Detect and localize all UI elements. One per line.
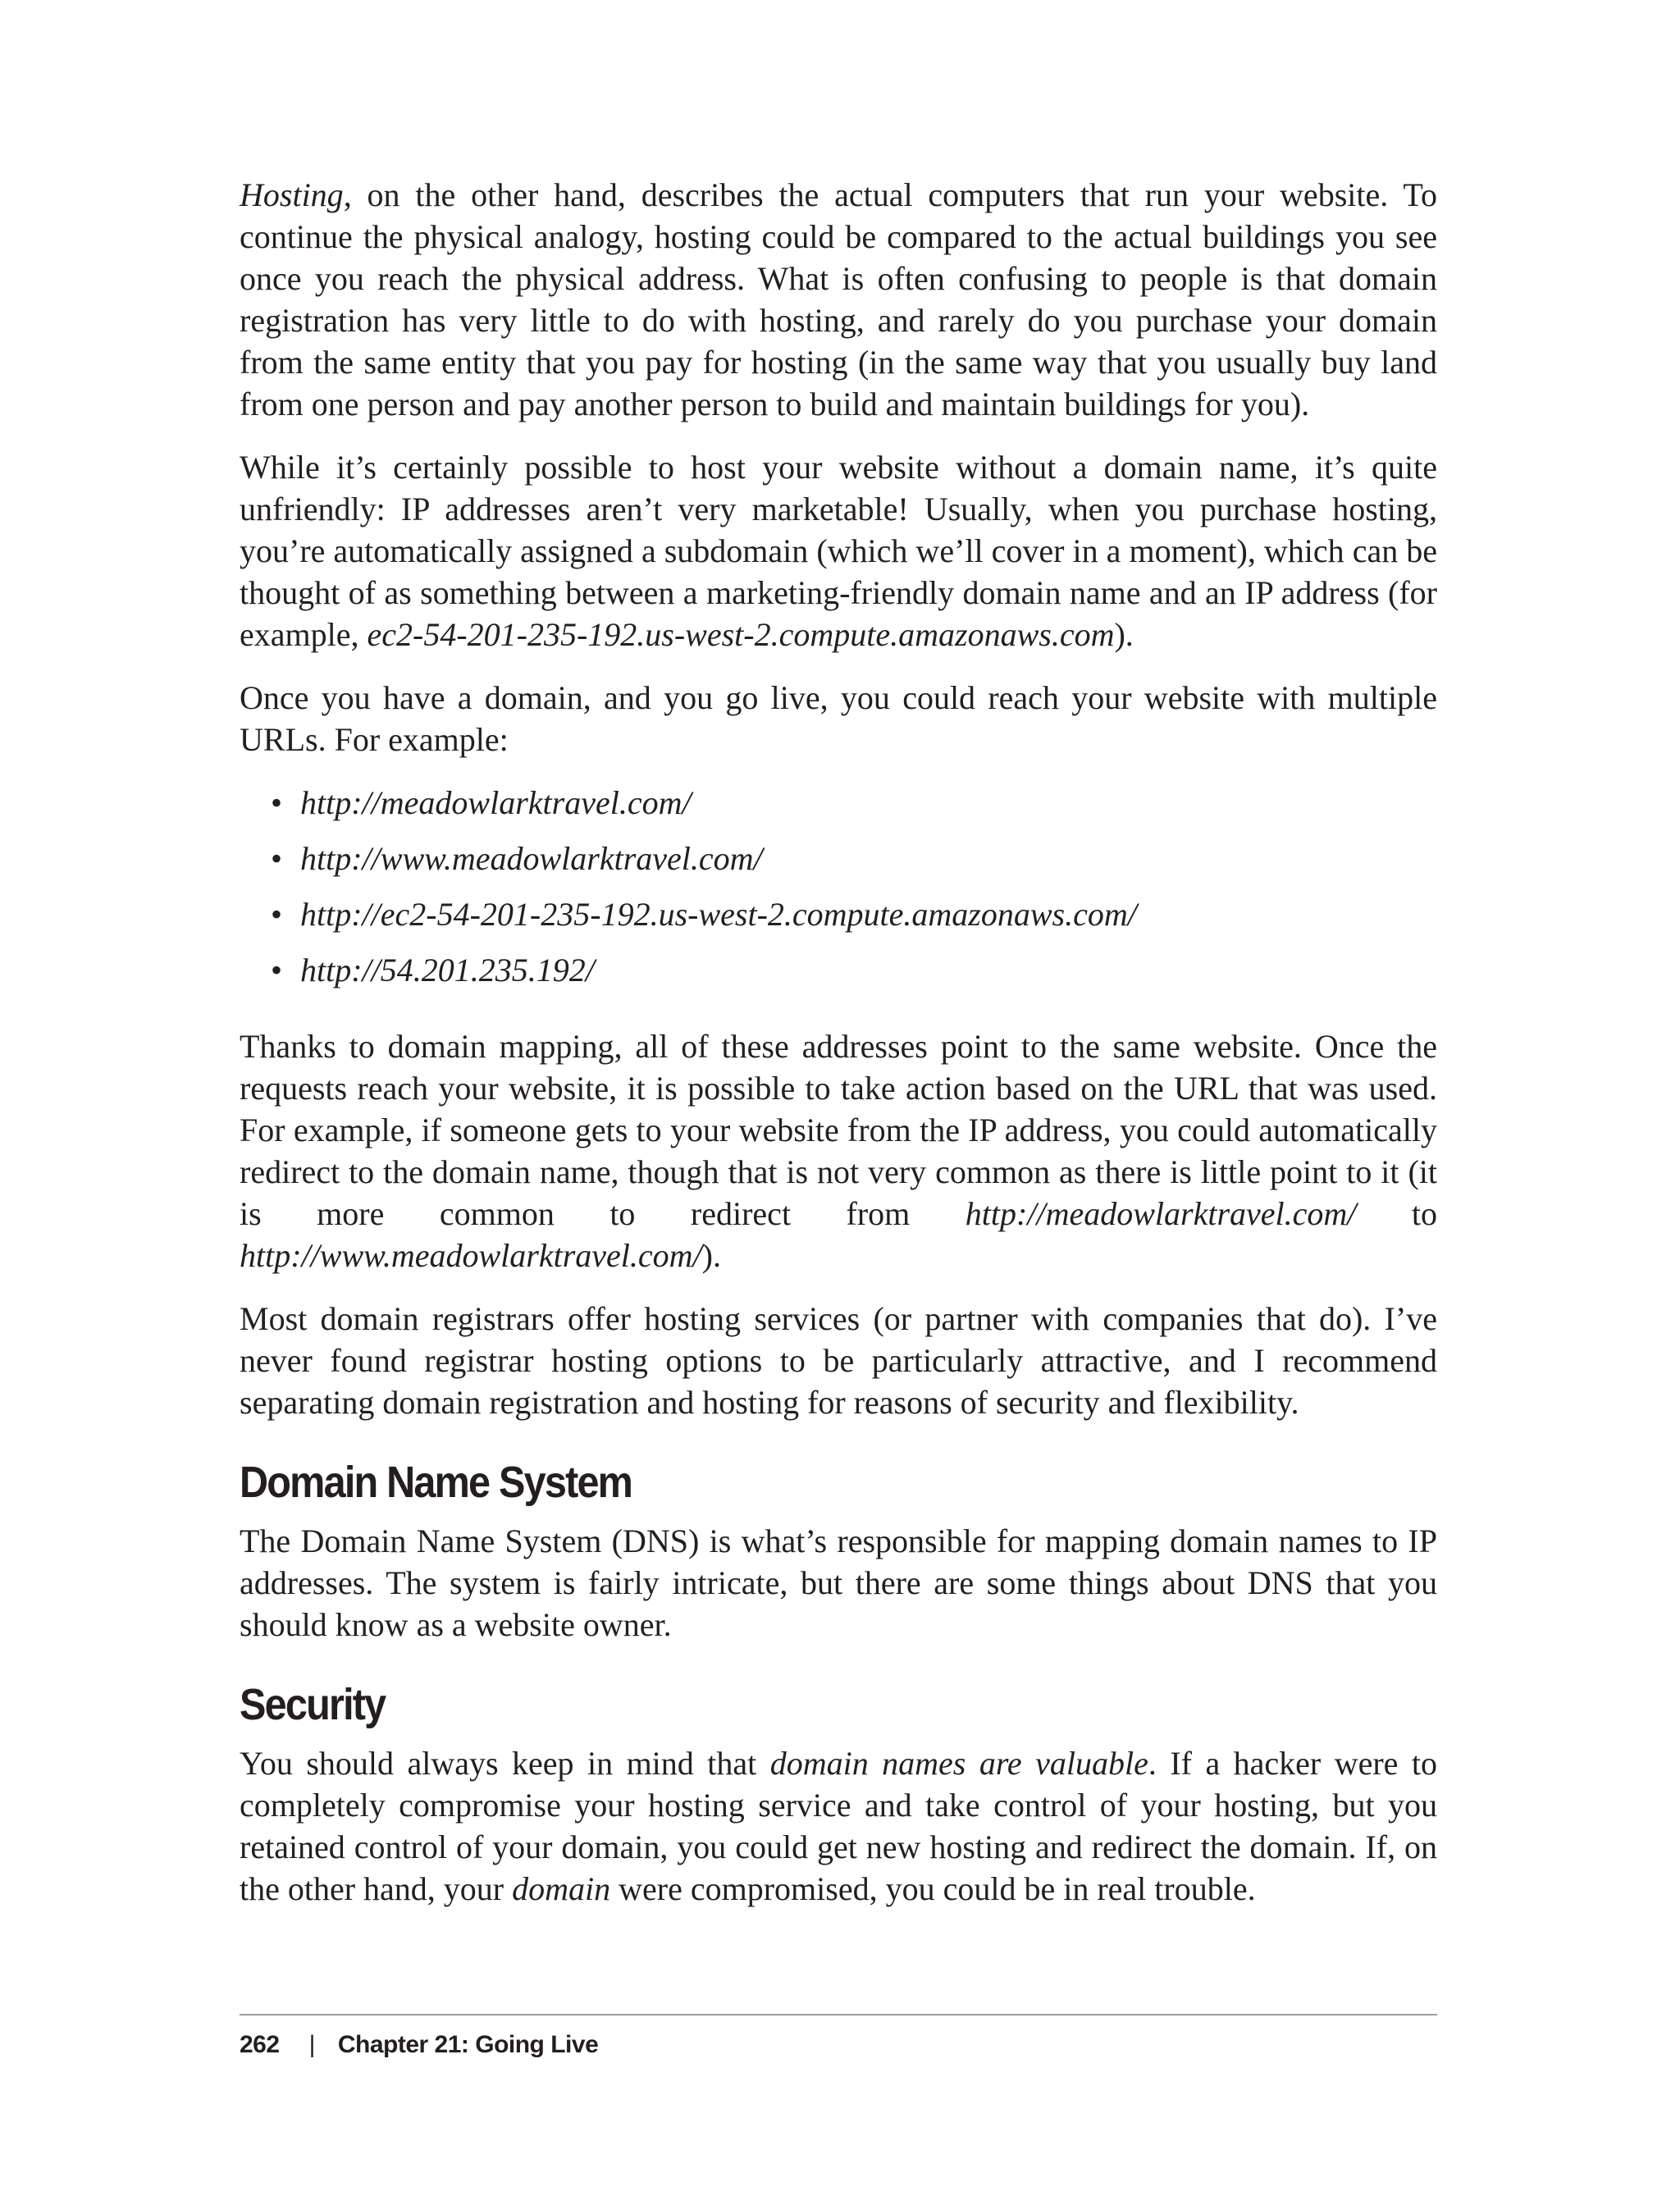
- paragraph-text: , on the other hand, describes the actual computers that run your website. To continue the physical analogy, hosting could be compared to the actual buildings you see once you reach the physical address. What is often confusing to people is that domain registration has very little to do with hosting, and rarely do you purchase your domain from the same entity that you pay for hosting (in the same way that you usually buy land from one person and pay another person to build and maintain buildings for you).: [240, 176, 1437, 422]
- url-inline: http://meadowlarktravel.com/: [965, 1195, 1357, 1232]
- url-text: http://54.201.235.192/: [300, 952, 595, 988]
- footer-separator: |: [308, 2031, 315, 2058]
- url-text: http://www.meadowlarktravel.com/: [300, 840, 763, 877]
- bullet-icon: •: [271, 952, 283, 988]
- bullet-icon: •: [271, 840, 283, 877]
- paragraph-text: to: [1356, 1195, 1437, 1232]
- paragraph-text: Thanks to domain mapping, all of these addresses point to the same website. Once the requests reach your website, it is possible to take action based on the URL that was used. For example, if someone gets to your website from the IP address, you could automatically redirect to the domain name, though that is not very common as there is little point to it (it is more common to redirect from: [240, 1028, 1437, 1232]
- paragraph-domain-mapping: [240, 1025, 1437, 1276]
- list-item: [240, 838, 1437, 879]
- paragraph-security: [240, 1742, 1437, 1910]
- bullet-icon: •: [271, 896, 283, 933]
- paragraph-hosting: [240, 174, 1437, 425]
- paragraph-text: You should always keep in mind that: [240, 1745, 770, 1782]
- page-content: [240, 174, 1437, 1931]
- chapter-title: Chapter 21: Going Live: [337, 2031, 599, 2058]
- list-item: [240, 782, 1437, 824]
- page-number: 262: [240, 2031, 280, 2058]
- emphasis-valuable: domain names are valuable: [769, 1745, 1148, 1782]
- paragraph-text: ).: [1114, 616, 1134, 653]
- heading-domain-name-system: Domain Name System: [240, 1458, 632, 1507]
- paragraph-unfriendly: [240, 446, 1437, 655]
- paragraph-text: were compromised, you could be in real trouble.: [610, 1870, 1256, 1907]
- url-inline: http://www.meadowlarktravel.com/: [240, 1237, 702, 1274]
- list-item: [240, 949, 1437, 991]
- paragraph-text: ).: [701, 1237, 721, 1274]
- paragraph-multiple-urls: Once you have a domain, and you go live, you could reach your website with multiple URLs. For example:: [240, 679, 1437, 758]
- url-list: [240, 782, 1437, 991]
- list-item: [240, 893, 1437, 935]
- url-text: http://ec2-54-201-235-192.us-west-2.compute.amazonaws.com/: [300, 896, 1137, 933]
- paragraph-text: While it’s certainly possible to host your website without a domain name, it’s quite unfriendly: IP addresses aren’t very marketable! Usually, when you purchase hosting, you’re automatically assigned a subdomain (which we’ll cover in a moment), which can be thought of as something between a marketing-friendly domain name and an IP address (for example,: [240, 449, 1437, 653]
- paragraph-registrars: Most domain registrars offer hosting services (or partner with companies that do). I’ve never found registrar hosting options to be particularly attractive, and I recommend separating domain registration and hosting for reasons of security and flexibility.: [240, 1300, 1437, 1421]
- bullet-icon: •: [271, 784, 283, 821]
- page-footer: [240, 2014, 1437, 2061]
- paragraph-dns: The Domain Name System (DNS) is what’s responsible for mapping domain names to IP addresses. The system is fairly intricate, but there are some things about DNS that you should know as a website owner.: [240, 1522, 1437, 1643]
- paragraph-text: . If a hacker were to completely compromise your hosting service and take control of your hosting, but you retained control of your domain, you could get new hosting and redirect the domain. If, on the other hand, your: [240, 1745, 1437, 1907]
- term-hosting: Hosting: [240, 176, 344, 213]
- example-subdomain: ec2-54-201-235-192.us-west-2.compute.amazonaws.com: [367, 616, 1115, 653]
- heading-security: Security: [240, 1680, 386, 1729]
- emphasis-domain: domain: [512, 1870, 611, 1907]
- url-text: http://meadowlarktravel.com/: [300, 784, 692, 821]
